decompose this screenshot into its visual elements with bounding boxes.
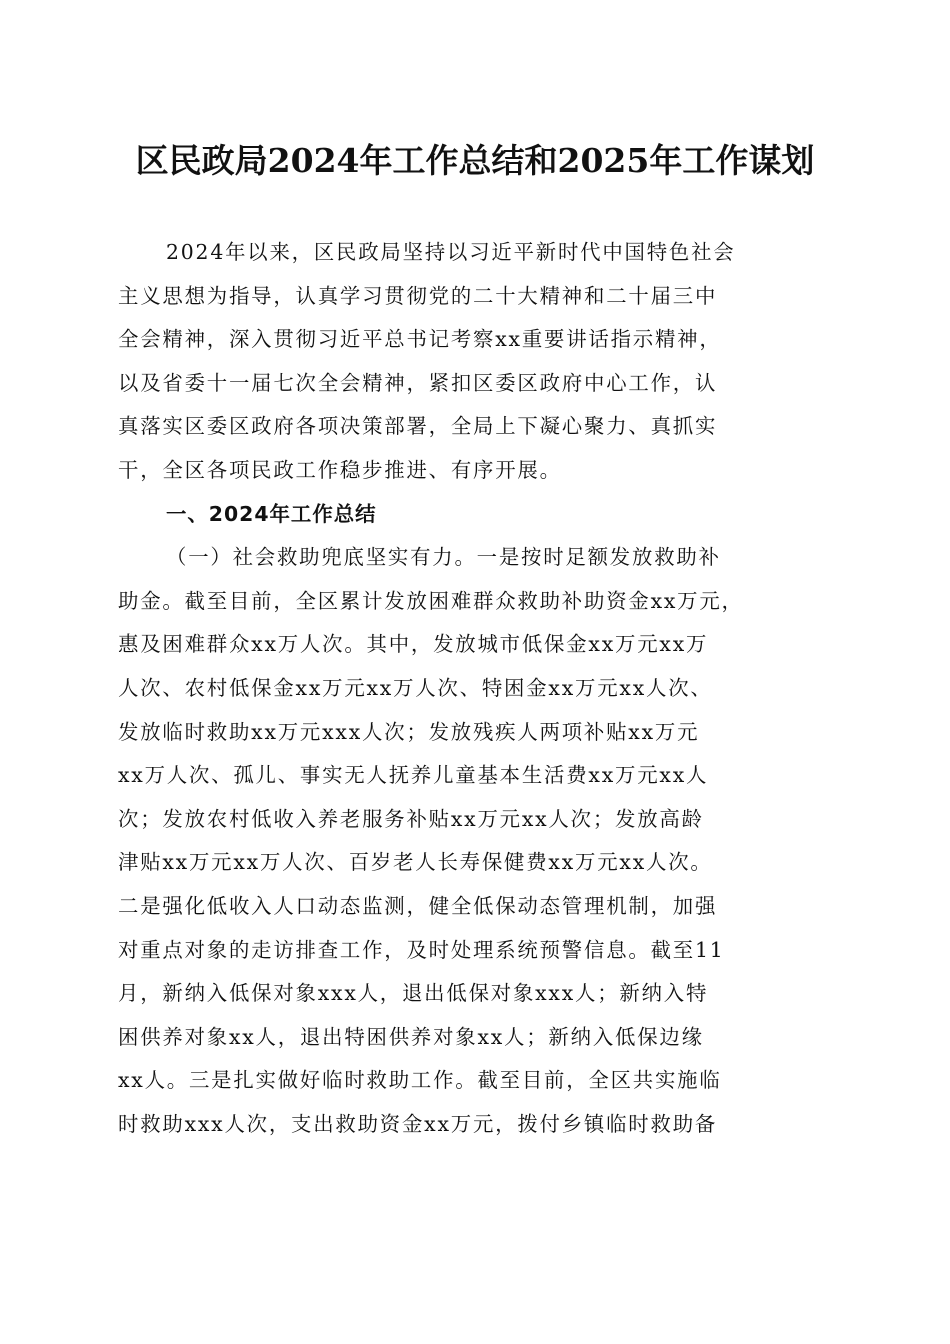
paragraph-line: 主义思想为指导，认真学习贯彻党的二十大精神和二十届三中 xyxy=(118,283,718,308)
paragraph-line: 月，新纳入低保对象xxx人，退出低保对象xxx人；新纳入特 xyxy=(118,981,709,1006)
paragraph-line: 时救助xxx人次，支出救助资金xx万元，拨付乡镇临时救助备 xyxy=(118,1111,718,1136)
document-body xyxy=(118,231,832,1146)
paragraph-line: 以及省委十一届七次全会精神，紧扣区委区政府中心工作，认 xyxy=(118,370,718,395)
document-title: 区民政局2024年工作总结和2025年工作谋划 xyxy=(135,141,815,180)
paragraph-line: 惠及困难群众xx万人次。其中，发放城市低保金xx万元xx万 xyxy=(118,632,709,657)
paragraph-line: 困供养对象xx人，退出特困供养对象xx人；新纳入低保边缘 xyxy=(118,1024,704,1049)
document-page xyxy=(118,0,832,1344)
paragraph-line: 助金。截至目前，全区累计发放困难群众救助补助资金xx万元， xyxy=(118,588,744,613)
paragraph-line: 二是强化低收入人口动态监测，健全低保动态管理机制，加强 xyxy=(118,893,718,918)
paragraph-line: 对重点对象的走访排查工作，及时处理系统预警信息。截至11 xyxy=(118,937,725,962)
section-heading: 一、2024年工作总结 xyxy=(166,501,377,526)
paragraph-line: 干，全区各项民政工作稳步推进、有序开展。 xyxy=(118,457,562,482)
paragraph-line: xx人。三是扎实做好临时救助工作。截至目前，全区共实施临 xyxy=(118,1068,722,1093)
paragraph-line: （一）社会救助兜底坚实有力。一是按时足额发放救助补 xyxy=(166,545,721,570)
paragraph-line: 全会精神，深入贯彻习近平总书记考察xx重要讲话指示精神， xyxy=(118,327,722,352)
paragraph-line: 2024年以来，区民政局坚持以习近平新时代中国特色社会 xyxy=(166,240,736,264)
paragraph-line: 次；发放农村低收入养老服务补贴xx万元xx人次；发放高龄 xyxy=(118,806,704,831)
paragraph-line: 真落实区委区政府各项决策部署，全局上下凝心聚力、真抓实 xyxy=(118,414,718,439)
paragraph-line: 人次、农村低保金xx万元xx万人次、特困金xx万元xx人次、 xyxy=(118,675,713,700)
paragraph-line: 津贴xx万元xx万人次、百岁老人长寿保健费xx万元xx人次。 xyxy=(118,850,713,875)
paragraph-line: 发放临时救助xx万元xxx人次；发放残疾人两项补贴xx万元 xyxy=(118,719,700,744)
paragraph-line: xx万人次、孤儿、事实无人抚养儿童基本生活费xx万元xx人 xyxy=(118,763,709,788)
